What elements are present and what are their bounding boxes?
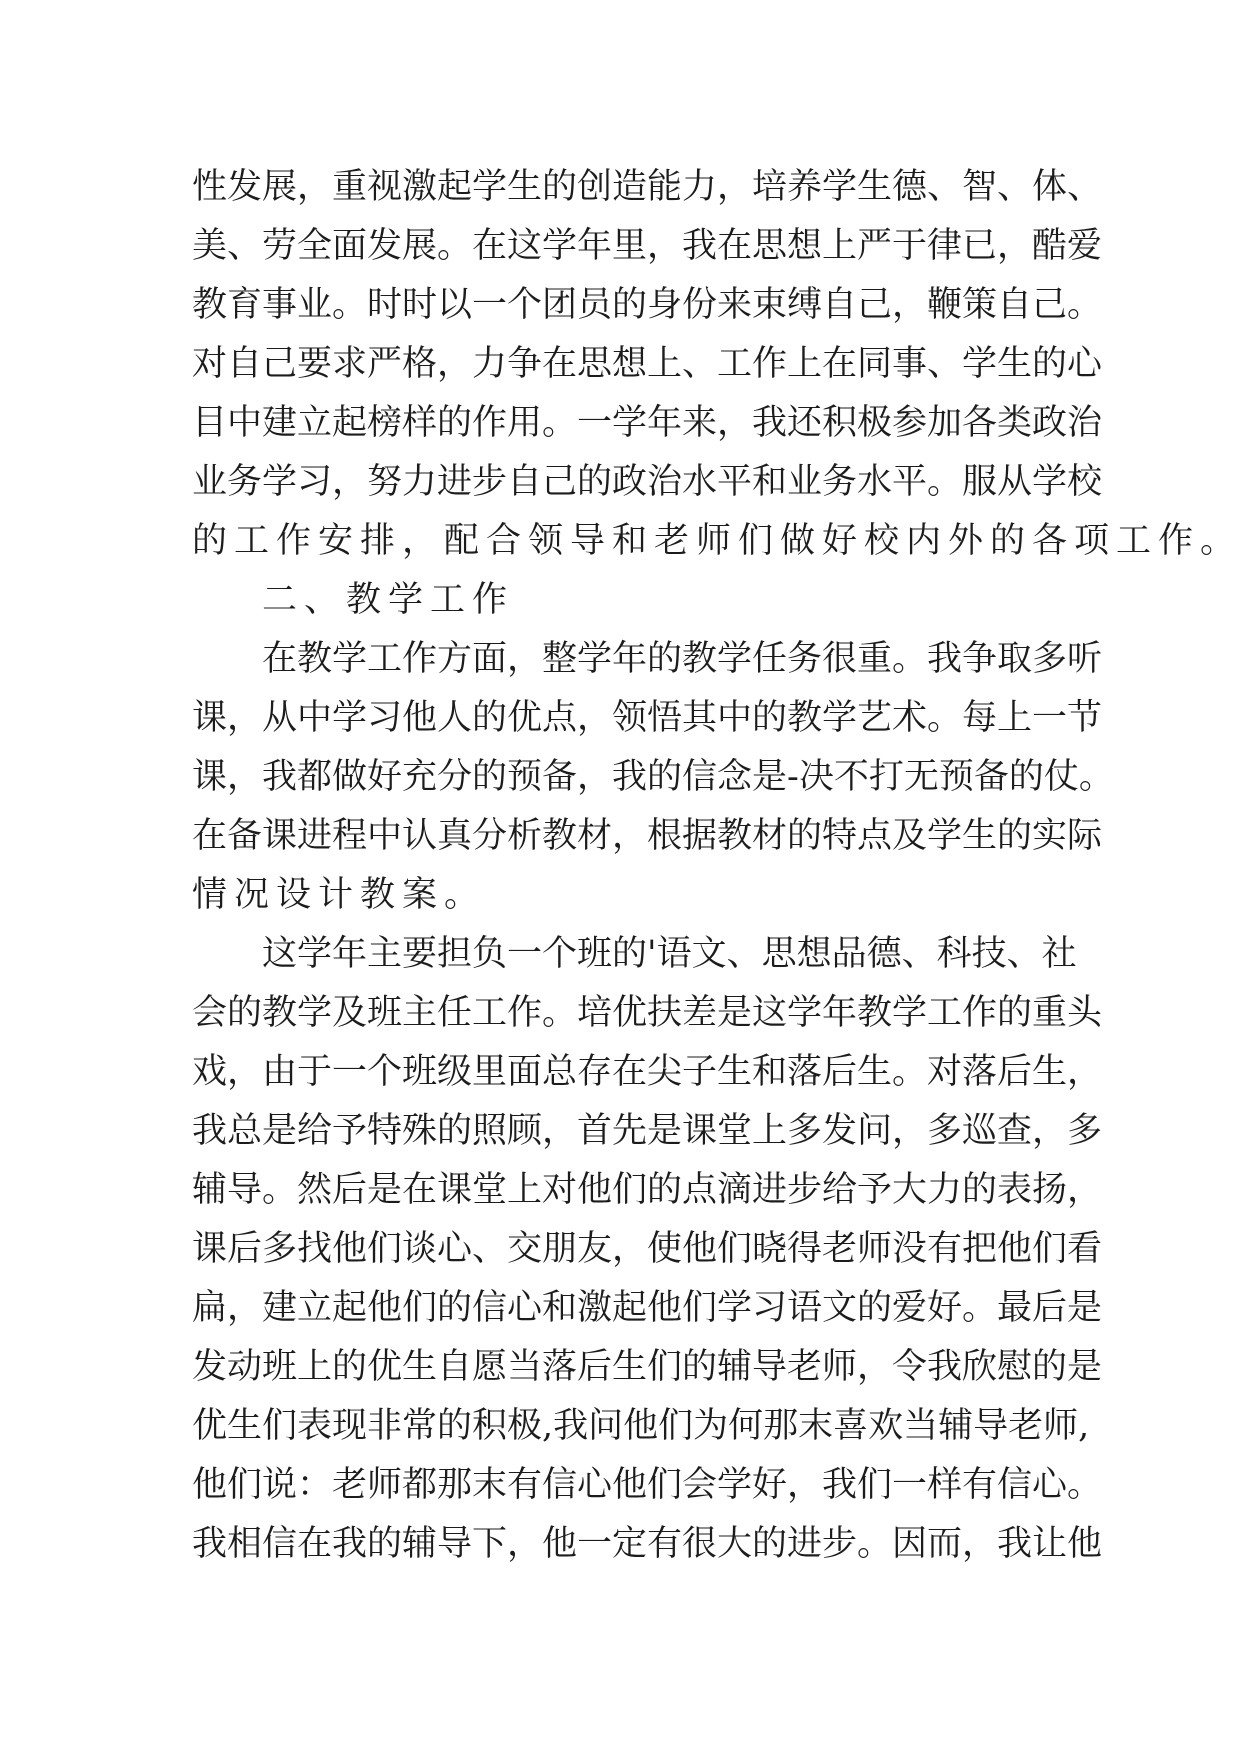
- text-line: 情况设计教案。: [192, 875, 487, 915]
- text-line: 对自己要求严格，力争在思想上、工作上在同事、学生的心: [192, 344, 1103, 384]
- text-line: 会的教学及班主任工作。培优扶差是这学年教学工作的重头: [192, 993, 1103, 1033]
- text-line: 这学年主要担负一个班的'语文、思想品德、科技、社: [262, 934, 1077, 974]
- text-line: 在备课进程中认真分析教材，根据教材的特点及学生的实际: [192, 816, 1103, 856]
- text-line: 戏，由于一个班级里面总存在尖子生和落后生。对落后生，: [192, 1052, 1103, 1092]
- text-line: 的工作安排，配合领导和老师们做好校内外的各项工作。: [192, 521, 1242, 561]
- text-line: 性发展，重视激起学生的创造能力，培养学生德、智、体、: [192, 167, 1103, 207]
- text-line: 他们说：老师都那末有信心他们会学好，我们一样有信心。: [192, 1465, 1103, 1505]
- text-line: 课后多找他们谈心、交朋友，使他们晓得老师没有把他们看: [192, 1229, 1103, 1269]
- text-line: 在教学工作方面，整学年的教学任务很重。我争取多听: [262, 639, 1103, 679]
- text-line: 教育事业。时时以一个团员的身份来束缚自己，鞭策自己。: [192, 285, 1103, 325]
- section-heading: 二、教学工作: [262, 580, 515, 620]
- text-line: 课，我都做好充分的预备，我的信念是-决不打无预备的仗。: [192, 757, 1114, 797]
- text-line: 发动班上的优生自愿当落后生们的辅导老师，令我欣慰的是: [192, 1347, 1103, 1387]
- text-line: 优生们表现非常的积极,我问他们为何那末喜欢当辅导老师,: [192, 1406, 1090, 1446]
- text-line: 扁，建立起他们的信心和激起他们学习语文的爱好。最后是: [192, 1288, 1103, 1328]
- text-line: 辅导。然后是在课堂上对他们的点滴进步给予大力的表扬，: [192, 1170, 1103, 1210]
- text-line: 业务学习，努力进步自己的政治水平和业务水平。服从学校: [192, 462, 1103, 502]
- text-line: 我总是给予特殊的照顾，首先是课堂上多发问，多巡查，多: [192, 1111, 1103, 1151]
- body-text: [192, 158, 1242, 1574]
- text-line: 目中建立起榜样的作用。一学年来，我还积极参加各类政治: [192, 403, 1103, 443]
- text-line: 课，从中学习他人的优点，领悟其中的教学艺术。每上一节: [192, 698, 1103, 738]
- text-line: 美、劳全面发展。在这学年里，我在思想上严于律已，酷爱: [192, 226, 1103, 266]
- text-line: 我相信在我的辅导下，他一定有很大的进步。因而，我让他: [192, 1524, 1103, 1564]
